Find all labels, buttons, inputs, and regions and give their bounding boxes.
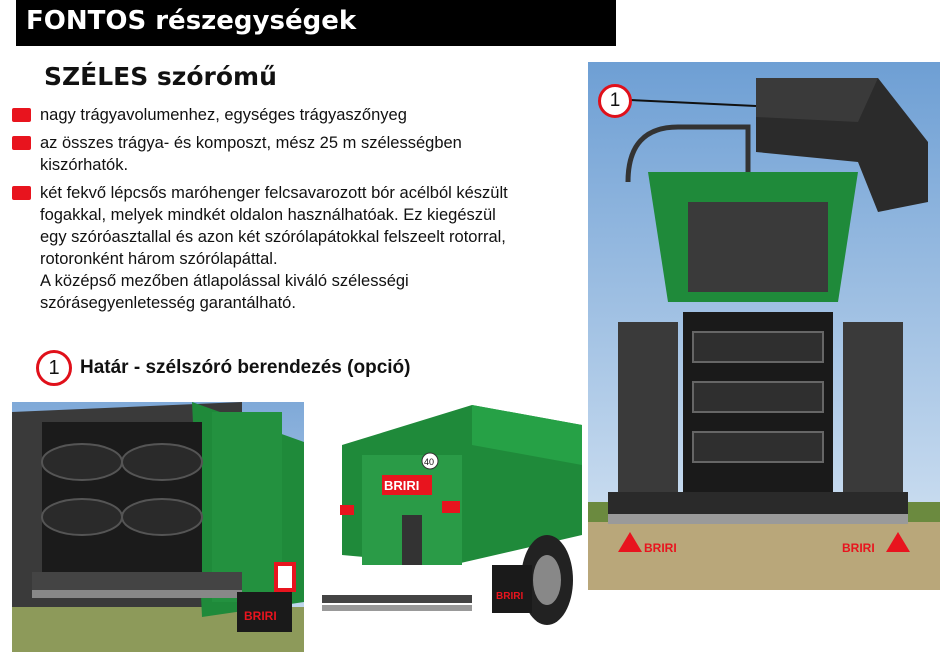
spreader-rear-photo	[588, 62, 940, 590]
photo-callout	[598, 84, 632, 118]
spreader-rotors-photo	[12, 402, 304, 652]
callout-text: Határ - szélszóró berendezés (opció)	[80, 357, 411, 378]
header-bar	[16, 0, 616, 46]
callout-row	[36, 350, 410, 386]
model-badge: 40	[424, 457, 435, 467]
manure-spreader-photo	[322, 405, 582, 633]
brand-logo-right-right: BRIRI	[842, 541, 875, 555]
brand-logo-middle: BRIRI	[384, 478, 420, 493]
brand-logo-right-left: BRIRI	[644, 541, 677, 555]
bullet-marker-icon	[12, 186, 31, 200]
section-title: SZÉLES szórómű	[44, 62, 277, 91]
feature-list	[12, 104, 572, 320]
list-item	[12, 104, 572, 126]
bullet-text: két fekvő lépcsős maróhenger felcsavarozott bór acélból készült fogakkal, melyek mindkét oldalon használhatóak. Ez kiegészül egy szóróasztallal és azon két szórólapátokkal felszeelt rotorral, rotoronként három szórólapáttal. A középső mezőben átlapolással kiváló szélességi szórásegyenletesség garantálható.	[40, 184, 508, 312]
list-item	[12, 132, 572, 176]
photo-marker-badge: 1	[598, 84, 632, 118]
bullet-marker-icon	[12, 136, 31, 150]
callout-number-badge: 1	[36, 350, 72, 386]
bullet-text: az összes trágya- és komposzt, mész 25 m szélességben kiszórhatók.	[40, 134, 462, 174]
list-item	[12, 182, 572, 314]
page-title: FONTOS részegységek	[26, 6, 357, 36]
bullet-text: nagy trágyavolumenhez, egységes trágyaszőnyeg	[40, 106, 407, 124]
bullet-marker-icon	[12, 108, 31, 122]
brand-logo-middle-flap: BRIRI	[496, 591, 524, 602]
brand-logo-left: BRIRI	[244, 609, 277, 623]
